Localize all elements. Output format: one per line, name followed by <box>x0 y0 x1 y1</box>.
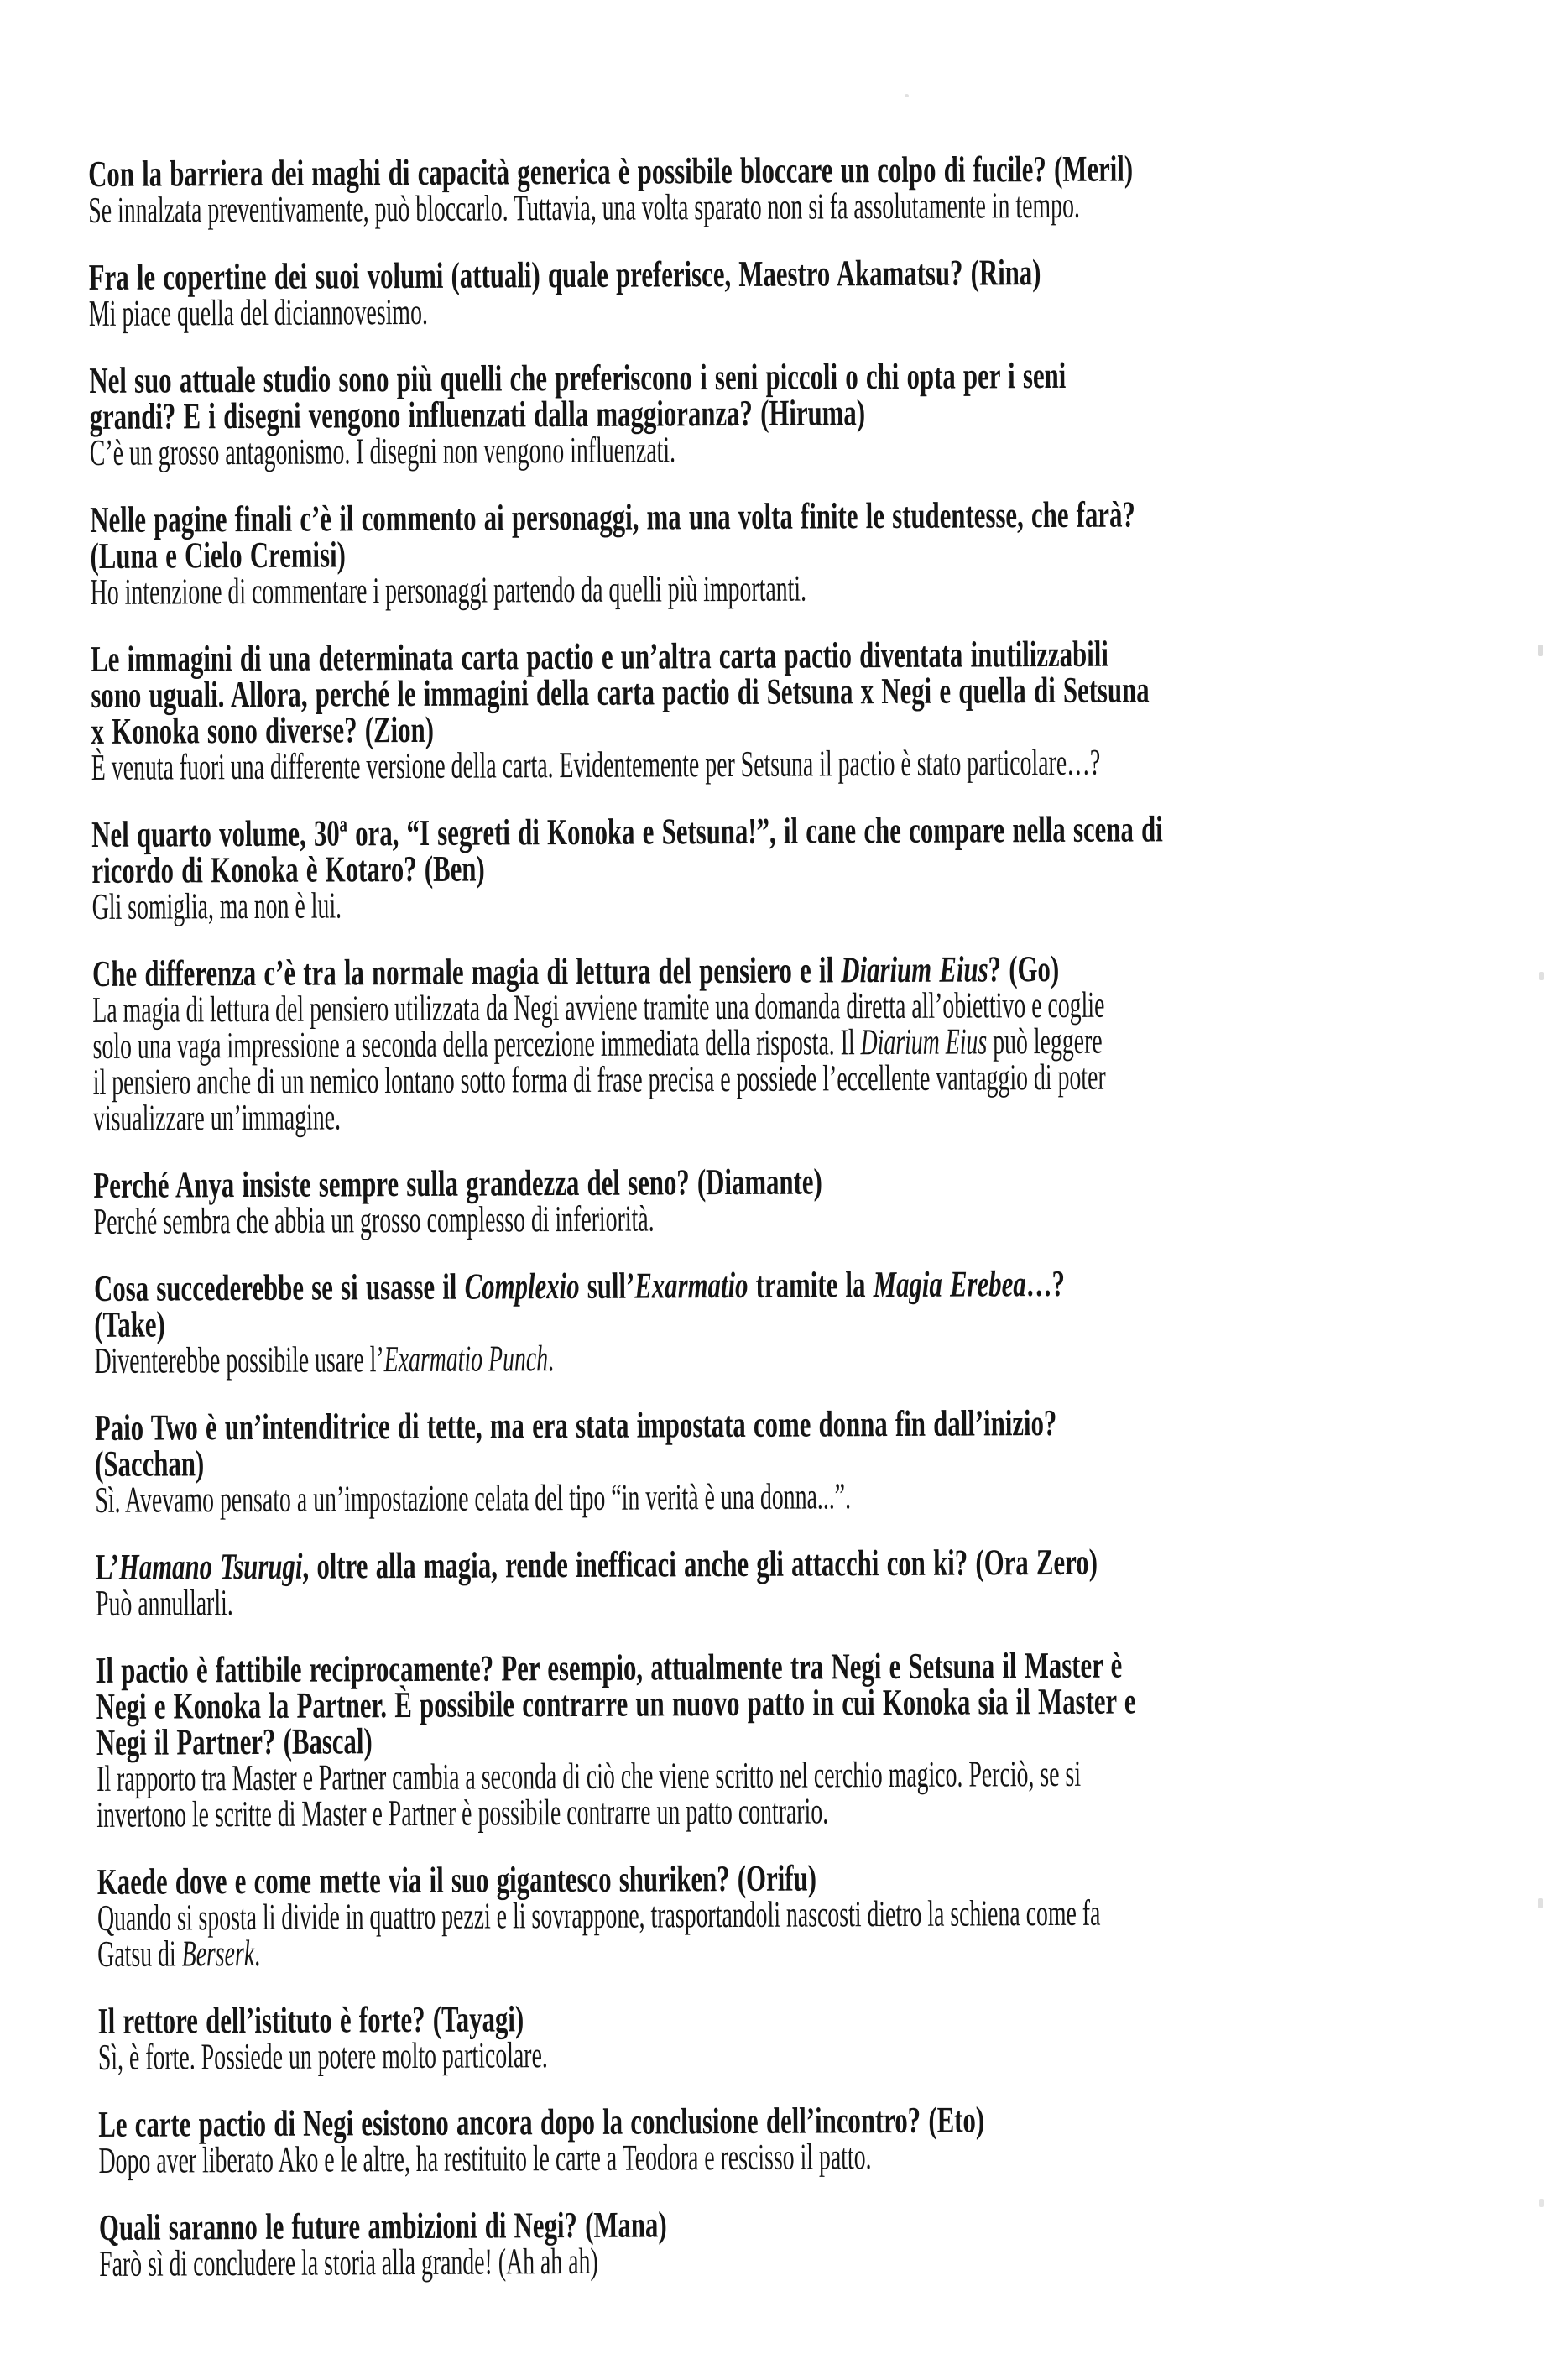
qa-item <box>97 1992 1544 2078</box>
qa-item <box>88 248 1544 334</box>
question-text: Il pactio è fattibile reciprocamente? Per esempio, attualmente tra Negi e Setsuna il Master è Negi e Konoka la Partner. È possibile contrarre un nuovo patto in cui Konoka sia il Master e Negi il Partner? (Bascal) <box>96 1644 1136 1763</box>
qa-item <box>90 491 1544 613</box>
question-text: Fra le copertine dei suoi volumi (attuali) quale preferisce, Maestro Akamatsu? (Rina) <box>88 252 1041 298</box>
question-text: Cosa succederebbe se si usasse il Complexio sull’Exarmatio tramite la Magia Erebea…? (Take) <box>93 1262 1066 1345</box>
question-text: L’Hamano Tsurugi, oltre alla magia, rende inefficaci anche gli attacchi con ki? (Ora Zero) <box>95 1541 1098 1588</box>
qa-list <box>88 145 1544 2313</box>
question-text: Le immagini di una determinata carta pactio e un’altra carta pactio diventata inutilizzabili sono uguali. Allora, perché le immagini della carta pactio di Setsuna x Negi e quella di Setsuna x Konoka sono diverse? (Zion) <box>91 633 1150 752</box>
answer-text: Diventerebbe possibile usare l’Exarmatio Punch. <box>94 1338 555 1381</box>
answer-text: Se innalzata preventivamente, può bloccarlo. Tuttavia, una volta sparato non si fa assolutamente in tempo. <box>88 184 1080 231</box>
question-text: Nel quarto volume, 30ª ora, “I segreti di Konoka e Setsuna!”, il cane che compare nella scena di ricordo di Konoka è Kotaro? (Ben) <box>91 808 1163 891</box>
qa-item <box>95 1538 1544 1624</box>
question-text: Nelle pagine finali c’è il commento ai personaggi, ma una volta finite le studentesse, che farà? (Luna e Cielo Cremisi) <box>90 493 1135 577</box>
qa-item <box>87 145 1544 231</box>
question-text: Paio Two è un’intenditrice di tette, ma era stata impostata come donna fin dall’inizio? (Sacchan) <box>94 1401 1057 1485</box>
qa-item <box>89 352 1544 471</box>
qa-item <box>93 1156 1544 1240</box>
qa-item <box>98 2096 1544 2179</box>
answer-text: Farò sì di concludere la storia alla grande! (Ah ah ah) <box>99 2240 598 2284</box>
question-text: Le carte pactio di Negi esistono ancora dopo la conclusione dell’incontro? (Eto) <box>98 2099 985 2145</box>
qa-item <box>99 2199 1544 2282</box>
answer-text: Perché sembra che abbia un grosso complesso di inferiorità. <box>93 1198 655 1242</box>
qa-item <box>91 806 1544 925</box>
answer-text: Gli somiglia, ma non è lui. <box>91 885 342 927</box>
answer-text: Quando si sposta li divide in quattro pezzi e li sovrappone, trasportandoli nascosti dietro la schiena come fa Gatsu di Berserk. <box>96 1892 1101 1975</box>
question-text: Perché Anya insiste sempre sulla grandezza del seno? (Diamante) <box>93 1161 822 1206</box>
question-text: Nel suo attuale studio sono più quelli che preferiscono i seni piccoli o chi opta per i seni grandi? E i disegni vengono influenzati dalla maggioranza? (Hiruma) <box>89 354 1067 437</box>
answer-text: È venuta fuori una differente versione della carta. Evidentemente per Setsuna il pactio è stato particolare…? <box>91 741 1101 788</box>
answer-text: Sì, è forte. Possiede un potere molto particolare. <box>97 2034 548 2078</box>
question-text: Kaede dove e come mette via il suo gigantesco shuriken? (Orifu) <box>96 1857 817 1902</box>
answer-text: Sì. Avevamo pensato a un’impostazione celata del tipo “in verità è una donna...”. <box>95 1475 852 1521</box>
answer-text: Dopo aver liberato Ako e le altre, ha restituito le carte a Teodora e rescisso il patto. <box>98 2136 872 2181</box>
answer-text: Il rapporto tra Master e Partner cambia a seconda di ciò che viene scritto nel cerchio magico. Perciò, se si invertono le scritte di Master e Partner è possibile contrarre un patto contrario. <box>96 1752 1082 1835</box>
question-text: Il rettore dell’istituto è forte? (Tayagi) <box>97 1998 524 2042</box>
qa-item <box>91 630 1544 786</box>
question-text: Con la barriera dei maghi di capacità generica è possibile bloccare un colpo di fucile? (Meril) <box>87 148 1134 195</box>
answer-text: La magia di lettura del pensiero utilizzata da Negi avviene tramite una domanda diretta all’obiettivo e coglie solo una vaga impressione a seconda della percezione immediata della risposta. Il Diarium Eius può leggere il pensiero anche di un nemico lontano sotto forma di frase precisa e possiede l’eccellente vantaggio di poter visualizzare un’immagine. <box>92 984 1106 1139</box>
qa-item <box>91 945 1544 1139</box>
qa-item <box>96 1641 1544 1833</box>
question-text: Quali saranno le future ambizioni di Negi? (Mana) <box>98 2204 667 2248</box>
answer-text: Ho intenzione di commentare i personaggi partendo da quelli più importanti. <box>90 567 807 613</box>
question-text: Che differenza c’è tra la normale magia di lettura del pensiero e il Diarium Eius? (Go) <box>91 947 1060 994</box>
qa-item <box>94 1399 1544 1521</box>
answer-text: C’è un grosso antagonismo. I disegni non vengono influenzati. <box>89 429 676 473</box>
scan-speck <box>905 94 909 97</box>
answer-text: Mi piace quella del diciannovesimo. <box>88 290 428 334</box>
answer-text: Può annullarli. <box>95 1582 233 1624</box>
qa-item <box>94 1260 1544 1379</box>
qa-item <box>96 1853 1544 1975</box>
